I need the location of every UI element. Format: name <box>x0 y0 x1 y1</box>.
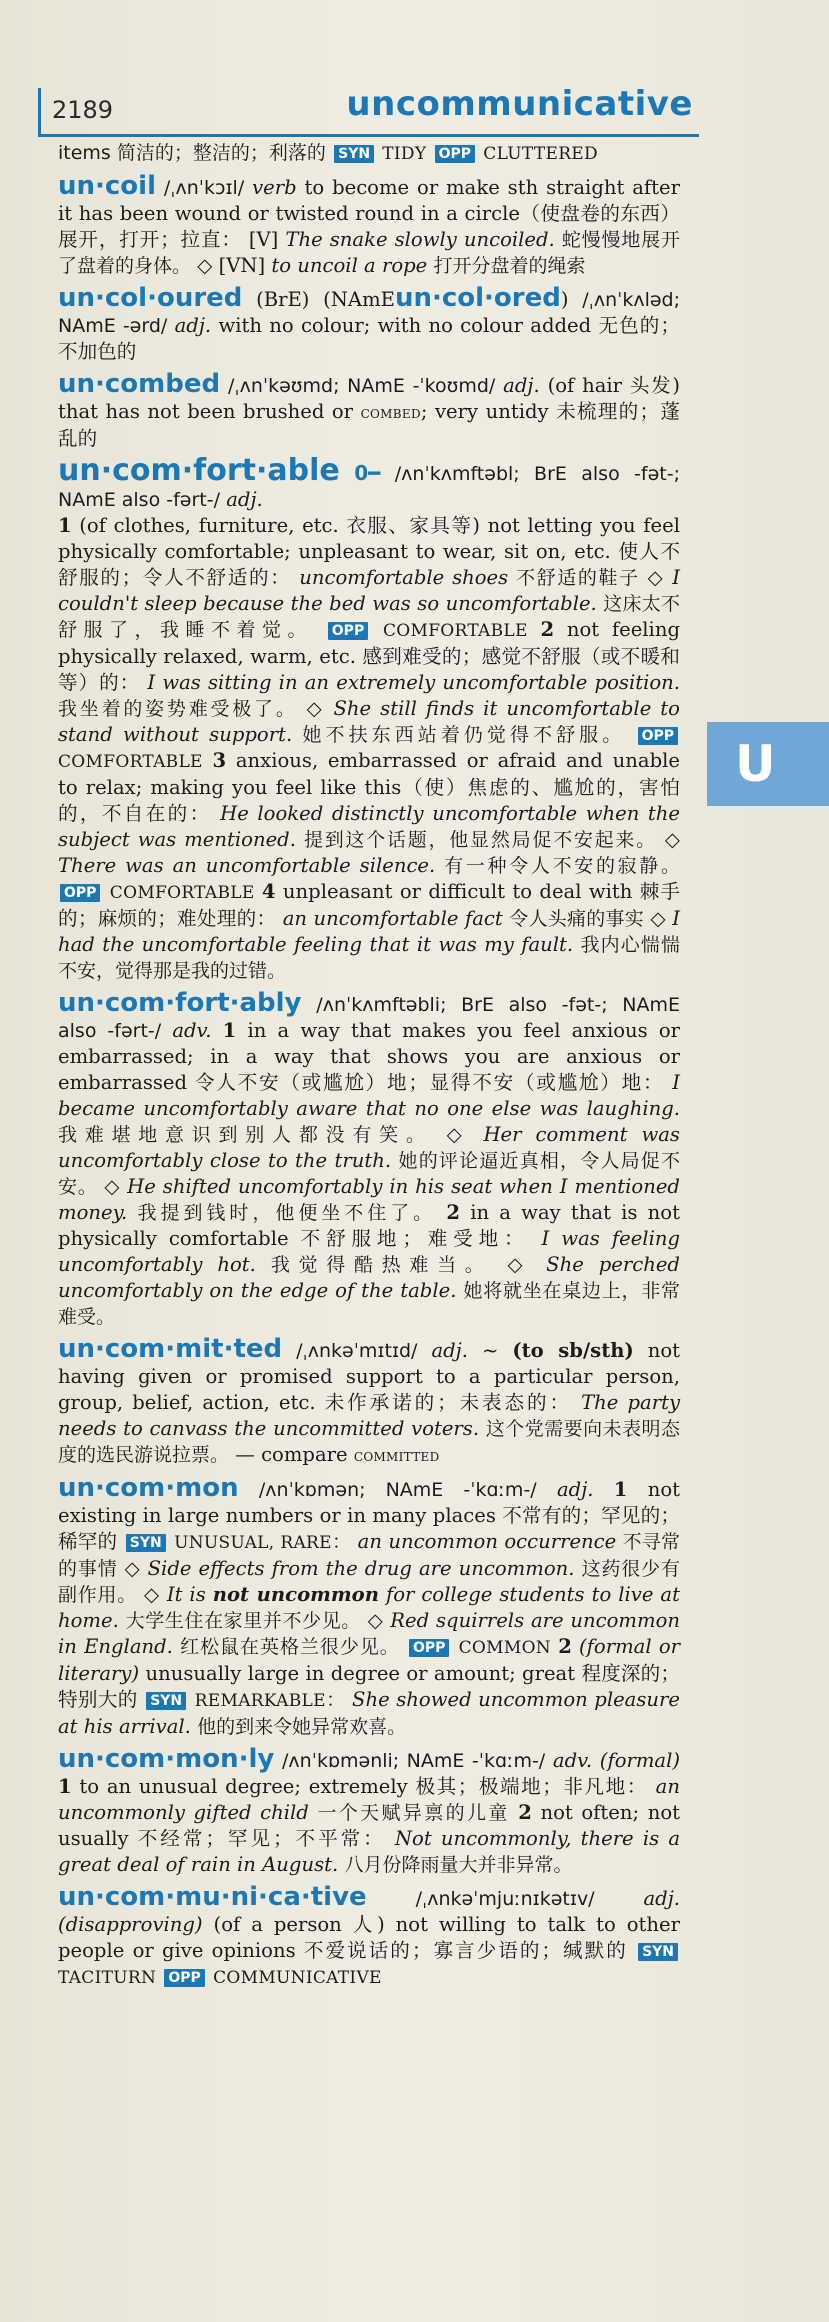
pronunciation: /ʌnˈkʌmftəbl; BrE also -fət-; NAmE also -fərt-/ <box>58 463 680 511</box>
example: I became uncomfortably aware that no one else was laughing. <box>58 1071 680 1120</box>
example-translation: 八月份降雨量大并非异常。 <box>344 1854 573 1876</box>
register-label: (formal or literary) <box>58 1635 680 1685</box>
example: for college students to live at home. <box>58 1583 680 1632</box>
syn-word: REMARKABLE <box>194 1691 326 1711</box>
register-label: (disapproving) <box>58 1913 203 1936</box>
sense-number: 1 <box>613 1478 628 1501</box>
def-text: with no colour; with no colour added 无色的；不加色的 <box>58 314 681 363</box>
example: I was feeling uncomfortably hot. <box>58 1227 680 1276</box>
example: an uncomfortable fact <box>282 907 503 930</box>
def-text: not existing in large numbers or in many places 不常有的；罕见的；稀罕的 <box>58 1478 681 1553</box>
def-text: to an unusual degree; extremely 极其；极端地；非凡地： <box>79 1775 648 1798</box>
part-of-speech: adj. <box>503 374 540 397</box>
def-text: not having given or promised support to a particular person, group, belief, action, etc. 未作承诺的；未表态的： <box>58 1339 681 1414</box>
opp-badge: OPP <box>435 145 475 163</box>
opp-word: COMFORTABLE <box>58 752 203 772</box>
opp-word: COMFORTABLE <box>382 621 528 641</box>
example-translation: 我提到钱时，他便坐不住了。 <box>137 1202 437 1224</box>
example-translation: 她将就坐在桌边上，非常难受。 <box>58 1280 680 1328</box>
def-text: not feeling physically relaxed, warm, etc. 感到难受的；感觉不舒服（或不暖和等）的： <box>58 618 680 694</box>
colon: ： <box>325 1689 346 1711</box>
sense-number: 1 <box>58 514 72 537</box>
example-translation: 提到这个话题，他显然局促不安起来。 <box>303 829 657 851</box>
part-of-speech: adj. <box>226 488 263 511</box>
def-text: to become or make sth straight after it has been wound or twisted round in a circle（使盘卷的东西）展开，打开；拉直： <box>58 176 680 251</box>
opp-badge: OPP <box>164 1969 204 1987</box>
syn-badge: SYN <box>638 1943 678 1961</box>
def-text: unusually large in degree or amount; great 程度深的；特别大的 <box>58 1662 680 1711</box>
entry-uncommonly <box>58 1746 680 1878</box>
register-label: (BrE) <box>256 288 310 311</box>
example: uncomfortable shoes <box>299 566 509 589</box>
example-translation: 她的评论逼近真相，令人局促不安。 <box>58 1150 680 1198</box>
cross-reference: committed <box>353 1446 440 1466</box>
def-text: (of hair 头发) that has not been brushed or <box>58 374 680 423</box>
example: It is <box>166 1583 206 1606</box>
def-text: items 简洁的；整洁的；利落的 <box>58 142 326 164</box>
entry-uncoil <box>58 173 680 279</box>
example: The snake slowly uncoiled. <box>285 228 555 251</box>
part-of-speech: adv. <box>172 1019 212 1042</box>
example: She showed uncommon pleasure at his arrival. <box>58 1688 680 1738</box>
example-translation: 不舒适的鞋子 <box>516 567 640 589</box>
opp-badge: OPP <box>638 727 678 745</box>
example: I was sitting in an extremely uncomfortable position. <box>147 671 681 694</box>
page-number: 2189 <box>52 96 114 124</box>
cross-reference: combed <box>360 403 421 423</box>
example-translation: 有一种令人不安的寂静。 <box>444 855 680 877</box>
sense-number: 2 <box>518 1801 532 1824</box>
sense-number: 3 <box>212 749 227 772</box>
sense-number: 2 <box>558 1635 572 1658</box>
swung-dash: ~ <box>481 1339 499 1362</box>
part-of-speech: adj. <box>643 1887 681 1910</box>
separator-glyph: ◇ <box>664 828 680 851</box>
register-label: (formal) <box>599 1749 681 1772</box>
headword: un·com·fort·ably <box>58 988 302 1018</box>
separator-glyph: ◇ <box>306 697 325 720</box>
entry-uncommunicative <box>58 1884 680 1991</box>
headword: un·com·mon·ly <box>58 1744 275 1774</box>
separator-glyph: ◇ <box>144 1583 160 1606</box>
example: Her comment was uncomfortably close to the truth. <box>58 1123 680 1172</box>
headword: un·col·oured <box>58 283 243 313</box>
headword: un·combed <box>58 369 221 399</box>
opp-badge: OPP <box>409 1639 449 1657</box>
opp-word: COMMUNICATIVE <box>213 1968 382 1988</box>
example-translation: 不寻常的事情 <box>58 1531 681 1580</box>
opp-word: CLUTTERED <box>483 144 598 164</box>
example-translation: 打开分盘着的绳索 <box>433 255 586 277</box>
grammar-code: [VN] <box>218 254 266 277</box>
separator-glyph: ◇ <box>650 907 666 930</box>
entry-uncombed <box>58 371 680 452</box>
separator-glyph: ◇ <box>104 1175 121 1198</box>
compare-label: — compare <box>235 1443 348 1466</box>
part-of-speech: adj. <box>556 1478 594 1501</box>
entry-uncommitted <box>58 1336 680 1469</box>
grammar-pattern: (to sb/sth) <box>512 1339 634 1362</box>
example-translation: 令人头痛的事实 <box>509 908 644 930</box>
syn-badge: SYN <box>146 1692 186 1710</box>
headword: un·com·mon <box>58 1473 239 1503</box>
part-of-speech: adj. <box>431 1339 468 1362</box>
example-highlight: not uncommon <box>212 1583 379 1606</box>
sense-number: 1 <box>222 1019 237 1042</box>
def-text: (of clothes, furniture, etc. 衣服、家具等) not letting you feel physically comfortable; unpleasant to wear, sit on, etc. 使人不舒服的；令人不舒适的： <box>58 514 681 589</box>
example: She perched uncomfortably on the edge of the table. <box>58 1253 680 1302</box>
pronunciation: /ʌnˈkʌmftəbli; BrE also -fət-; NAmE also -fərt-/ <box>58 994 680 1042</box>
def-text: unpleasant or difficult to deal with 棘手的；麻烦的；难处理的： <box>58 880 681 930</box>
register-label: (NAmE <box>323 288 395 311</box>
example: I had the uncomfortable feeling that it was my fault. <box>58 907 680 956</box>
entries-column <box>58 140 680 1997</box>
opp-word: COMFORTABLE <box>109 883 255 903</box>
sense-number: 1 <box>58 1775 72 1798</box>
variant-headword: un·col·ored <box>394 283 561 313</box>
example-translation: 这床太不舒服了，我睡不着觉。 <box>58 593 680 641</box>
headword: un·coil <box>58 171 156 201</box>
sense-number: 2 <box>446 1201 460 1224</box>
def-text: ; very untidy 未梳理的；蓬乱的 <box>58 400 680 450</box>
example: There was an uncomfortable silence. <box>58 854 436 877</box>
colon: ： <box>331 1531 352 1553</box>
example-translation: 这个党需要向未表明态度的选民游说拉票。 <box>58 1418 680 1466</box>
example: He shifted uncomfortably in his seat when I mentioned money. <box>58 1175 680 1224</box>
entry-uncommon <box>58 1475 680 1740</box>
pronunciation: /ʌnˈkɒmənli; NAmE -ˈkɑːm-/ <box>282 1750 546 1772</box>
example-translation: 我坐着的姿势难受极了。 <box>58 698 298 720</box>
opp-badge: OPP <box>328 622 368 640</box>
example: an uncommon occurrence <box>357 1530 617 1553</box>
example-translation: 蛇慢慢地展开了盘着的身体。 <box>58 229 680 277</box>
example: an uncommonly gifted child <box>58 1775 680 1824</box>
syn-word: TACITURN <box>58 1968 157 1988</box>
example-translation: 我内心惴惴不安，觉得那是我的过错。 <box>58 934 680 982</box>
def-text: in a way that makes you feel anxious or embarrassed; in a way that shows you are anxious or embarrassed 令人不安（或尴尬）地；显得不安（或尴尬）地： <box>58 1019 680 1094</box>
guide-word: uncommunicative <box>346 84 693 124</box>
part-of-speech: verb <box>252 176 297 199</box>
example-translation: 我觉得酷热难当。 <box>270 1254 493 1276</box>
grammar-code: [V] <box>248 228 279 251</box>
separator-glyph: ◇ <box>446 1123 470 1146</box>
example-translation: 一个天赋异禀的儿童 <box>317 1802 510 1824</box>
example: I couldn't sleep because the bed was so uncomfortable. <box>58 566 680 615</box>
example: Red squirrels are uncommon in England. <box>58 1609 681 1658</box>
part-of-speech: adv. <box>552 1749 593 1772</box>
entry-uncoloured <box>58 285 680 365</box>
pronunciation: /ˌʌnˈkɔɪl/ <box>163 177 245 199</box>
example-translation: 这药很少有副作用。 <box>58 1558 680 1606</box>
register-label: ) <box>560 288 569 311</box>
example-translation: 我难堪地意识到别人都没有笑。 <box>58 1124 433 1146</box>
def-text: not often; not usually 不经常；罕见；不平常： <box>58 1801 680 1850</box>
entry-uncomfortably <box>58 990 680 1330</box>
def-text: (of a person 人) not willing to talk to other people or give opinions 不爱说话的；寡言少语的；缄默的 <box>58 1913 680 1962</box>
syn-badge: SYN <box>334 145 374 163</box>
example-translation: 她不扶东西站着仍觉得不舒服。 <box>302 724 626 746</box>
sense-number: 4 <box>261 880 276 903</box>
example: She still finds it uncomfortable to stand without support. <box>58 697 680 746</box>
syn-badge: SYN <box>126 1534 166 1552</box>
opp-badge: OPP <box>60 884 100 902</box>
def-text: in a way that is not physically comfortable 不舒服地；难受地： <box>58 1201 680 1250</box>
thumb-index-tab: U <box>707 722 829 806</box>
running-header <box>38 82 699 137</box>
pronunciation: /ˌʌnˈkəʊmd; NAmE -ˈkoʊmd/ <box>227 375 496 397</box>
separator-glyph: ◇ <box>367 1609 384 1632</box>
entry-continuation <box>58 140 680 167</box>
example: Not uncommonly, there is a great deal of rain in August. <box>58 1827 681 1876</box>
header-rule <box>38 88 41 134</box>
pronunciation: /ˌʌnˈkʌləd; NAmE -ərd/ <box>58 289 681 337</box>
syn-word: TIDY <box>382 144 427 164</box>
syn-word: UNUSUAL, RARE <box>174 1533 332 1553</box>
example: Side effects from the drug are uncommon. <box>147 1557 575 1580</box>
example: The party needs to canvass the uncommitted voters. <box>58 1391 681 1440</box>
separator-glyph: ◇ <box>124 1557 141 1580</box>
example-translation: 大学生住在家里并不少见。 <box>125 1610 361 1632</box>
pronunciation: /ʌnˈkɒmən; NAmE -ˈkɑːm-/ <box>258 1479 537 1501</box>
sense-number: 2 <box>540 618 555 641</box>
separator-glyph: ◇ <box>507 1253 532 1276</box>
headword: un·com·mit·ted <box>58 1334 283 1364</box>
key-icon: 0━ <box>354 461 381 485</box>
headword: un·com·mu·ni·ca·tive <box>58 1882 367 1912</box>
separator-glyph: ◇ <box>197 254 213 277</box>
example-translation: 红松鼠在英格兰很少见。 <box>180 1636 400 1658</box>
opp-word: COMMON <box>458 1638 551 1658</box>
separator-glyph: ◇ <box>647 566 665 589</box>
entry-uncomfortable <box>58 453 681 984</box>
part-of-speech: adj. <box>174 314 212 337</box>
example: to uncoil a rope <box>271 254 428 277</box>
def-text: anxious, embarrassed or afraid and unable to relax; making you feel like this（使）焦虑的、尴尬的，害怕的，不自在的： <box>58 749 680 825</box>
example-translation: 他的到来令她异常欢喜。 <box>197 1716 407 1738</box>
example: He looked distinctly uncomfortable when the subject was mentioned. <box>58 802 680 851</box>
pronunciation: /ˌʌnkəˈmɪtɪd/ <box>296 1340 418 1362</box>
headword: un·com·fort·able <box>58 453 340 488</box>
pronunciation: /ˌʌnkəˈmjuːnɪkətɪv/ <box>415 1888 595 1910</box>
